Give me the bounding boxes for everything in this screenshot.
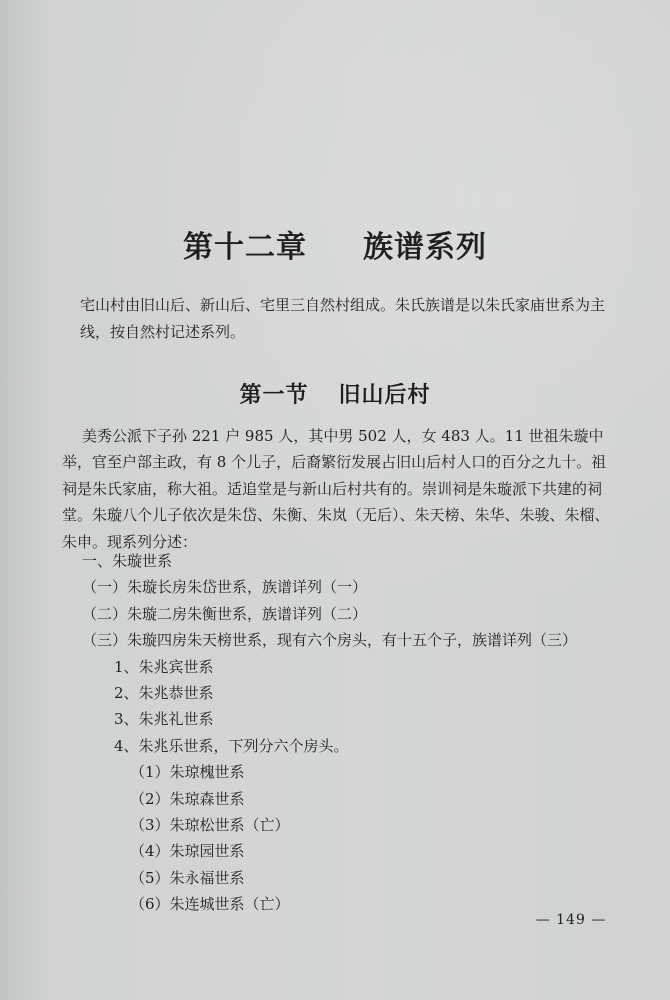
chapter-number: 第十二章 — [183, 230, 307, 265]
chapter-title — [0, 222, 670, 266]
body-paragraph: 美秀公派下子孙 221 户 985 人，其中男 502 人，女 483 人。11 世祖朱璇中举，官至户部主政，有 8 个儿子，后裔繁衍发展占旧山后村人口的百分之九十。祖祠是朱氏家庙，称大祖。适追堂是与新山后村共有的。崇训祠是朱璇派下共建的祠堂。朱璇八个儿子依次是朱岱、朱衡、朱岚（无后）、朱天榜、朱华、朱骏、朱榴、朱申。现系列分述： — [62, 427, 610, 551]
section-number: 第一节 — [239, 382, 309, 408]
list-item: （6）朱连城世系（亡） — [130, 895, 290, 914]
lineage-list — [82, 548, 642, 918]
list-item: （4）朱琼园世系 — [130, 842, 245, 861]
list-item: （5）朱永福世系 — [130, 868, 245, 887]
list-item: 3、朱兆礼世系 — [114, 710, 214, 729]
section-name: 旧山后村 — [338, 382, 431, 408]
page-number: — 149 — — [535, 912, 607, 928]
list-item: 1、朱兆宾世系 — [114, 657, 214, 676]
chapter-name: 族谱系列 — [363, 230, 487, 265]
list-item: （2）朱琼森世系 — [130, 789, 245, 808]
list-item: （3）朱琼松世系（亡） — [130, 816, 290, 835]
list-item: （二）朱璇二房朱衡世系，族谱详列（二） — [82, 604, 368, 623]
intro-paragraph: 宅山村由旧山后、新山后、宅里三自然村组成。朱氏族谱是以朱氏家庙世系为主线，按自然村记述系列。 — [80, 296, 606, 341]
list-item: （一）朱璇长房朱岱世系，族谱详列（一） — [82, 578, 368, 597]
list-item: 4、朱兆乐世系，下列分六个房头。 — [114, 736, 349, 755]
list-item: 一、朱璇世系 — [82, 552, 173, 570]
list-item: 2、朱兆恭世系 — [114, 684, 214, 703]
list-item: （1）朱琼槐世系 — [130, 763, 245, 782]
list-item: （三）朱璇四房朱天榜世系，现有六个房头，有十五个子，族谱详列（三） — [82, 631, 578, 650]
section-title — [0, 378, 670, 409]
